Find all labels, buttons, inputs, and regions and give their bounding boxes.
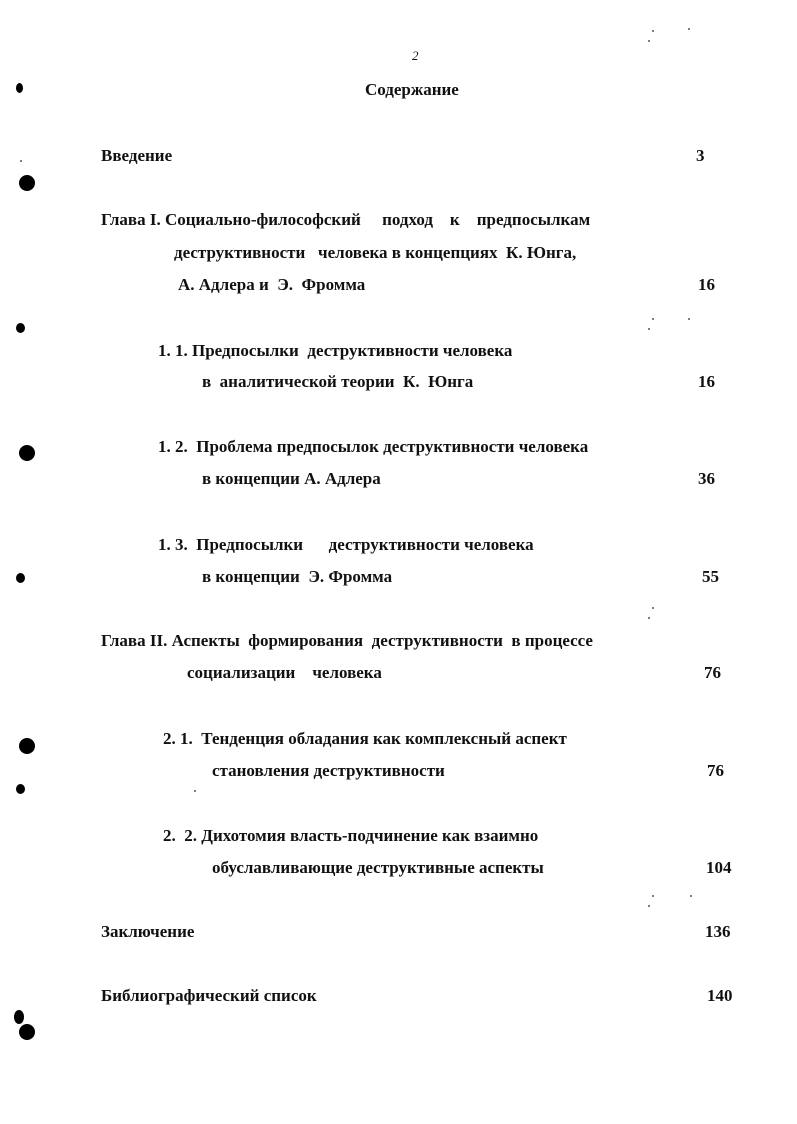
scan-speck — [652, 30, 654, 32]
toc-s13-line1: 1. 3. Предпосылки деструктивности человека — [158, 535, 534, 554]
scan-speck — [648, 905, 650, 907]
scan-mark — [16, 573, 25, 583]
scan-speck — [688, 318, 690, 320]
scan-speck — [690, 895, 692, 897]
toc-ch1-line3: А. Адлера и Э. Фромма — [178, 275, 366, 294]
page-title: Содержание — [365, 80, 459, 99]
toc-s22-line2: обуславливающие деструктивные аспекты — [212, 858, 544, 877]
toc-s11-line1: 1. 1. Предпосылки деструктивности человека — [158, 341, 513, 360]
toc-s12-line2: в концепции А. Адлера — [202, 469, 381, 488]
toc-intro-label: Введение — [101, 146, 173, 165]
scan-mark — [14, 1010, 24, 1024]
scan-mark — [16, 784, 25, 794]
toc-s12-page: 36 — [698, 469, 715, 488]
punch-hole — [19, 738, 35, 754]
toc-conclusion-label: Заключение — [101, 922, 195, 941]
scan-mark — [16, 83, 23, 93]
toc-s21-line2: становления деструктивности — [212, 761, 445, 780]
scan-speck — [652, 895, 654, 897]
toc-s11-page: 16 — [698, 372, 715, 391]
toc-ch2-line1: Глава II. Аспекты формирования деструктивности в процессе — [101, 631, 593, 650]
toc-bibliography-label: Библиографический список — [101, 986, 317, 1005]
toc-s21-line1: 2. 1. Тенденция обладания как комплексный аспект — [163, 729, 567, 748]
scan-speck — [648, 40, 650, 42]
toc-ch1-line2: деструктивности человека в концепциях К. Юнга, — [174, 243, 577, 262]
toc-conclusion-page: 136 — [705, 922, 731, 941]
punch-hole — [19, 175, 35, 191]
scan-speck — [20, 160, 22, 162]
toc-s22-page: 104 — [706, 858, 732, 877]
toc-s22-line1: 2. 2. Дихотомия власть-подчинение как взаимно — [163, 826, 539, 845]
toc-s12-line1: 1. 2. Проблема предпосылок деструктивности человека — [158, 437, 589, 456]
scan-speck — [648, 328, 650, 330]
punch-hole — [19, 445, 35, 461]
scan-mark — [16, 323, 25, 333]
toc-bibliography-page: 140 — [707, 986, 733, 1005]
toc-s11-line2: в аналитической теории К. Юнга — [202, 372, 474, 391]
punch-hole — [19, 1024, 35, 1040]
scan-speck — [194, 790, 196, 792]
toc-ch2-line2: социализации человека — [187, 663, 382, 682]
toc-s21-page: 76 — [707, 761, 724, 780]
toc-s13-line2: в концепции Э. Фромма — [202, 567, 393, 586]
page-number: 2 — [412, 48, 419, 63]
toc-ch1-page: 16 — [698, 275, 715, 294]
scan-speck — [652, 607, 654, 609]
toc-s13-page: 55 — [702, 567, 719, 586]
scan-speck — [648, 617, 650, 619]
toc-ch2-page: 76 — [704, 663, 721, 682]
scan-speck — [652, 318, 654, 320]
toc-intro-page: 3 — [696, 146, 705, 165]
scan-speck — [688, 28, 690, 30]
toc-ch1-line1: Глава I. Социально-философский подход к предпосылкам — [101, 210, 591, 229]
